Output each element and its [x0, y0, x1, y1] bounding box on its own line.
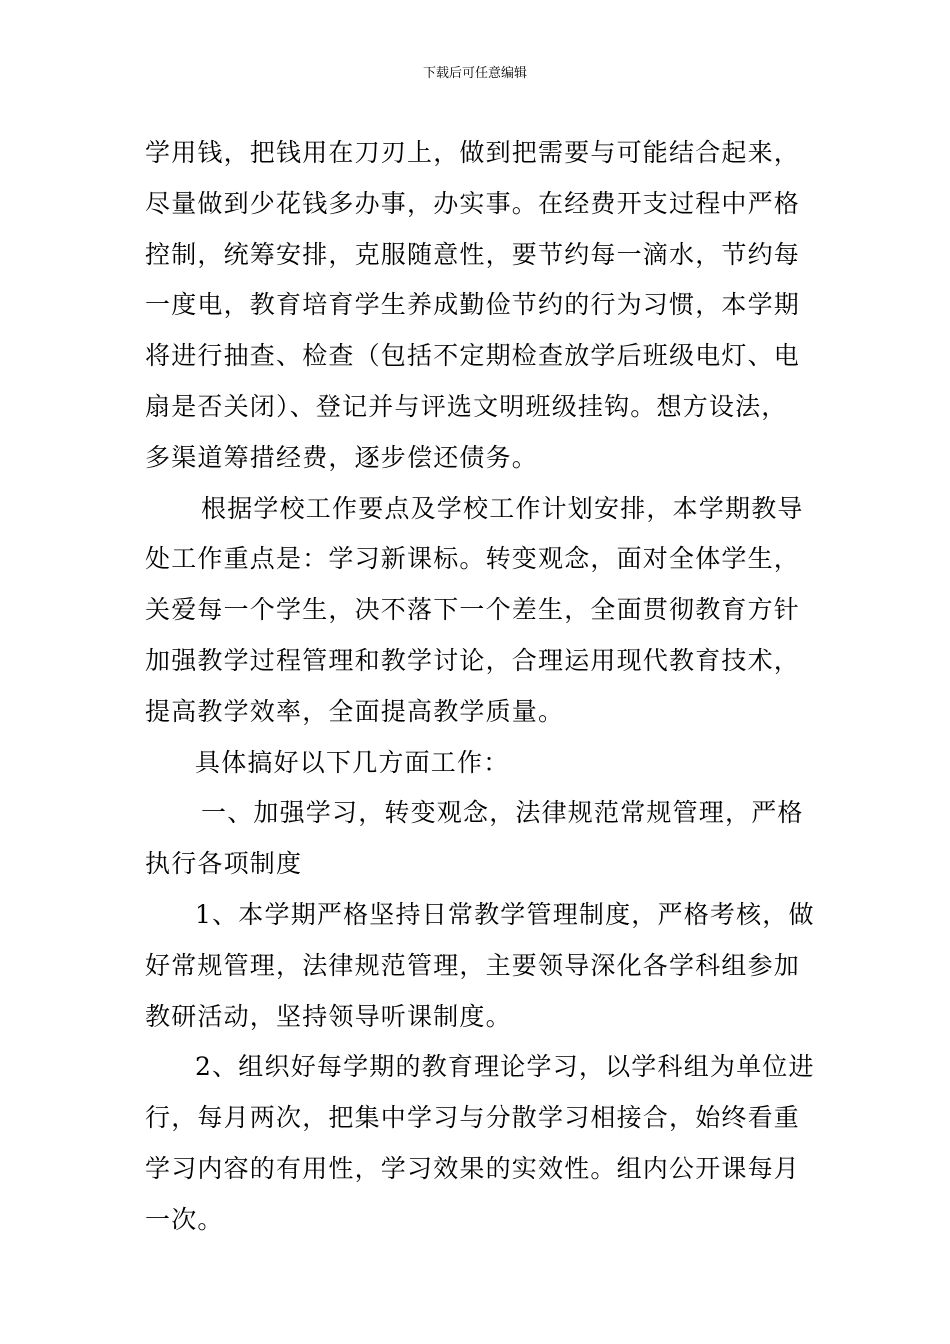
text-line: 多渠道筹措经费，逐步偿还债务。 — [145, 442, 539, 472]
text-line: 一度电，教育培育学生养成勤俭节约的行为习惯，本学期 — [145, 290, 801, 320]
text-line: 提高教学效率，全面提高教学质量。 — [145, 696, 565, 726]
text-line: 好常规管理，法律规范管理，主要领导深化各学科组参加 — [145, 950, 801, 980]
section-heading-line: 执行各项制度 — [145, 849, 303, 879]
text-line: 学用钱，把钱用在刀刃上，做到把需要与可能结合起来， — [145, 138, 801, 167]
text-line: 处工作重点是：学习新课标。转变观念，面对全体学生， — [145, 544, 801, 574]
paragraph-start-line: 1、本学期严格坚持日常教学管理制度，严格考核，做 — [195, 899, 815, 929]
text-line: 控制，统筹安排，克服随意性，要节约每一滴水，节约每 — [145, 239, 801, 269]
text-line: 扇是否关闭）、登记并与评选文明班级挂钩。想方设法， — [145, 391, 788, 421]
text-line: 教研活动，坚持领导听课制度。 — [145, 1001, 512, 1031]
document-body — [145, 128, 815, 1246]
text-line: 学习内容的有用性，学习效果的实效性。组内公开课每月 — [145, 1153, 801, 1183]
text-line: 关爱每一个学生，决不落下一个差生，全面贯彻教育方针 — [145, 595, 801, 625]
paragraph-start-line: 具体搞好以下几方面工作： — [195, 747, 510, 777]
page-header: 下载后可任意编辑 — [422, 66, 527, 81]
text-line: 将进行抽查、检查（包括不定期检查放学后班级电灯、电 — [145, 341, 801, 371]
text-line: 一次。 — [145, 1204, 224, 1234]
text-line: 加强教学过程管理和教学讨论，合理运用现代教育技术， — [145, 645, 801, 675]
paragraph-start-line: 根据学校工作要点及学校工作计划安排，本学期教导 — [201, 493, 804, 523]
text-line: 行，每月两次，把集中学习与分散学习相接合，始终看重 — [145, 1103, 801, 1133]
text-line: 尽量做到少花钱多办事，办实事。在经费开支过程中严格 — [145, 188, 801, 218]
section-heading-line: 一、加强学习，转变观念，法律规范常规管理，严格 — [201, 798, 804, 828]
paragraph-start-line: 2、组织好每学期的教育理论学习，以学科组为单位进 — [195, 1052, 815, 1082]
